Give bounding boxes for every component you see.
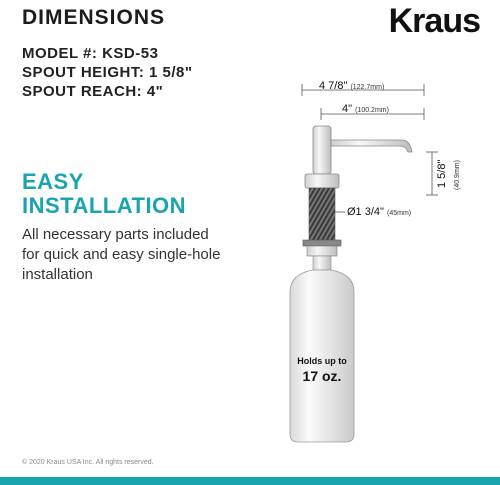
feature-desc-line2: for quick and easy single-hole — [22, 246, 221, 263]
collar — [305, 174, 339, 188]
capacity-line1: Holds up to — [297, 356, 347, 366]
feature-heading-line2: INSTALLATION — [22, 193, 187, 218]
nut — [307, 246, 337, 256]
copyright-text: © 2020 Kraus USA Inc. All rights reserved. — [22, 459, 154, 466]
pump-head — [313, 126, 331, 174]
height-label: 1 5/8" (40.9mm) — [436, 159, 461, 190]
bottle-neck — [313, 256, 331, 270]
spout-height: SPOUT HEIGHT: 1 5/8" — [22, 64, 193, 81]
diameter-label: Ø1 3/4" (45mm) — [347, 206, 412, 218]
model-number: MODEL #: KSD-53 — [22, 45, 159, 62]
spout — [331, 140, 412, 152]
page-title: DIMENSIONS — [22, 6, 166, 29]
capacity-line2: 17 oz. — [302, 368, 342, 384]
footer-accent-bar — [0, 477, 500, 485]
spout-reach: SPOUT REACH: 4" — [22, 83, 164, 100]
reach-label: 4" (100.2mm) — [342, 103, 389, 115]
width-label: 4 7/8" (122.7mm) — [319, 80, 385, 92]
feature-desc-line1: All necessary parts included — [22, 226, 209, 243]
feature-desc-line3: installation — [22, 266, 93, 283]
brand-logo-text: Kraus — [388, 2, 480, 40]
threaded-shank — [309, 188, 335, 240]
feature-heading-line1: EASY — [22, 169, 84, 194]
washer — [303, 240, 341, 246]
